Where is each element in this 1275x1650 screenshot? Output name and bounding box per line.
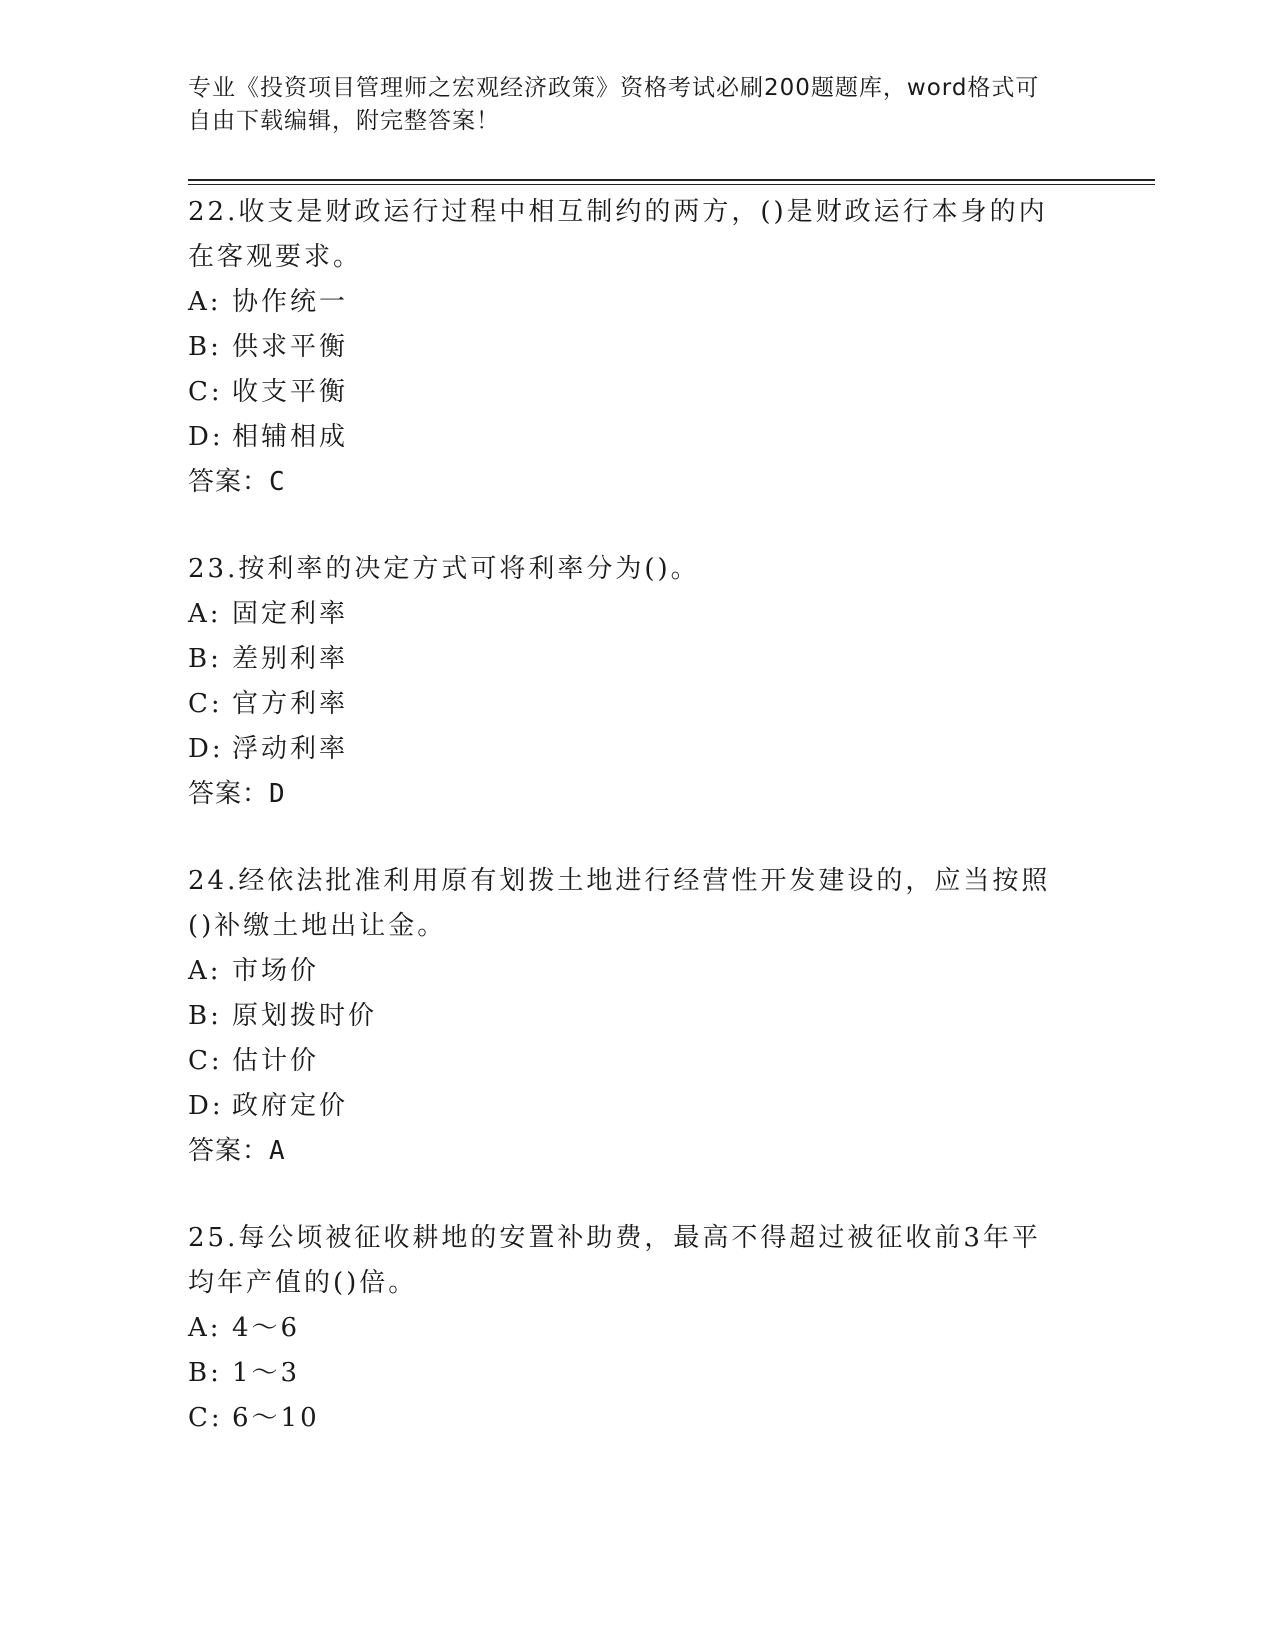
answer-label: 答案：	[188, 1136, 270, 1166]
option-text: 原划拨时价	[232, 1001, 378, 1031]
question-stem: 23.按利率的决定方式可将利率分为()。	[188, 554, 700, 584]
question-list	[188, 190, 1088, 1483]
option-a	[188, 1306, 1088, 1351]
option-letter: B:	[188, 1358, 222, 1388]
option-text: 相辅相成	[232, 422, 349, 452]
answer-value: A	[269, 1136, 286, 1166]
answer-value: C	[269, 467, 286, 497]
option-d	[188, 727, 1088, 772]
option-text: 差别利率	[232, 644, 349, 674]
option-text: 供求平衡	[232, 332, 349, 362]
option-letter: A:	[188, 287, 222, 317]
option-letter: A:	[188, 599, 222, 629]
option-c	[188, 1396, 1088, 1441]
answer-line	[188, 772, 1088, 817]
option-text: 固定利率	[232, 599, 349, 629]
document-header	[188, 72, 1068, 138]
option-d	[188, 415, 1088, 460]
option-letter: B:	[188, 1001, 222, 1031]
option-letter: D:	[188, 1091, 224, 1121]
header-divider-thick	[188, 179, 1155, 181]
option-letter: D:	[188, 734, 224, 764]
option-letter: C:	[188, 689, 223, 719]
header-divider-thin	[188, 184, 1155, 185]
option-a	[188, 592, 1088, 637]
question-25	[188, 1216, 1088, 1441]
question-stem: 22.收支是财政运行过程中相互制约的两方，()是财政运行本身的内在客观要求。	[188, 197, 1048, 272]
option-text: 4～6	[232, 1313, 301, 1343]
question-23	[188, 547, 1088, 817]
option-a	[188, 949, 1088, 994]
answer-value: D	[269, 779, 286, 809]
option-b	[188, 325, 1088, 370]
question-stem: 25.每公顷被征收耕地的安置补助费，最高不得超过被征收前3年平均年产值的()倍。	[188, 1223, 1041, 1298]
option-a	[188, 280, 1088, 325]
option-letter: C:	[188, 377, 223, 407]
option-letter: B:	[188, 332, 222, 362]
question-22	[188, 190, 1088, 505]
answer-label: 答案：	[188, 779, 270, 809]
option-b	[188, 1351, 1088, 1396]
option-text: 官方利率	[232, 689, 349, 719]
header-title-line-2: 自由下载编辑，附完整答案！	[188, 108, 500, 134]
question-stem: 24.经依法批准利用原有划拨土地进行经营性开发建设的，应当按照()补缴土地出让金。	[188, 866, 1051, 941]
option-text: 估计价	[232, 1046, 320, 1076]
option-b	[188, 637, 1088, 682]
option-d	[188, 1084, 1088, 1129]
option-letter: B:	[188, 644, 222, 674]
option-letter: A:	[188, 956, 222, 986]
option-c	[188, 682, 1088, 727]
answer-label: 答案：	[188, 467, 270, 497]
answer-line	[188, 1129, 1088, 1174]
option-text: 1～3	[232, 1358, 301, 1388]
option-text: 政府定价	[232, 1091, 349, 1121]
answer-line	[188, 460, 1088, 505]
option-letter: C:	[188, 1403, 223, 1433]
header-title-line-1: 专业《投资项目管理师之宏观经济政策》资格考试必刷200题题库，word格式可	[188, 75, 1040, 101]
option-b	[188, 994, 1088, 1039]
option-letter: D:	[188, 422, 224, 452]
option-text: 浮动利率	[232, 734, 349, 764]
option-text: 6～10	[232, 1403, 320, 1433]
option-c	[188, 370, 1088, 415]
option-text: 收支平衡	[232, 377, 349, 407]
option-c	[188, 1039, 1088, 1084]
question-24	[188, 859, 1088, 1174]
option-text: 市场价	[232, 956, 320, 986]
option-text: 协作统一	[232, 287, 349, 317]
option-letter: A:	[188, 1313, 222, 1343]
option-letter: C:	[188, 1046, 223, 1076]
